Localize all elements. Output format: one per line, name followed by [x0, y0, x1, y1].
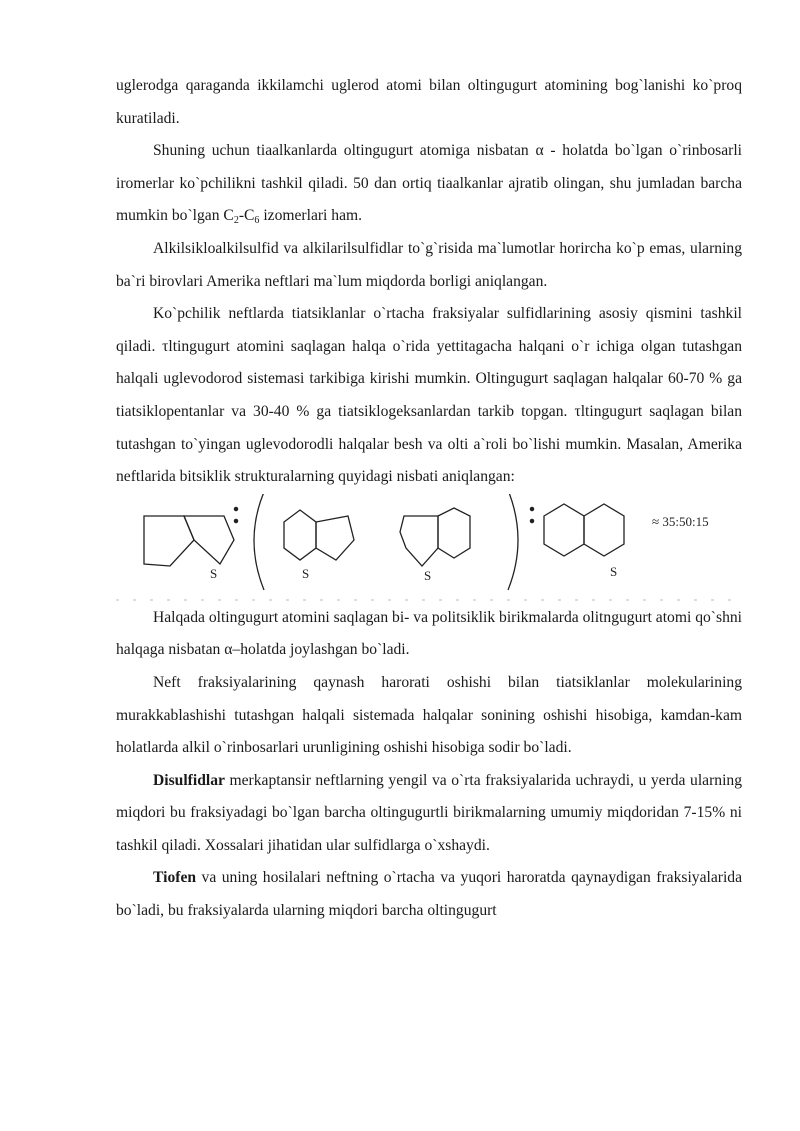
paragraph-3: Alkilsikloalkilsulfid va alkilarilsulfidlar to`g`risida ma`lumotlar horircha ko`p emas, ularning ba`ri birovlari Amerika neftlari ma`lum miqdorda borligi aniqlangan. [116, 239, 742, 290]
paragraph-2-mid: -C [238, 207, 255, 225]
subscript-2: 2 [233, 215, 239, 227]
ring-thiane-4 [584, 504, 624, 556]
sulfur-label-2: S [302, 565, 310, 581]
paragraph-6: Neft fraksiyalarining qaynash harorati oshishi bilan tiatsiklanlar molekularining murakkablashishi tutashgan halqali sistemada halqalar sonining oshishi hisobiga, kamdan-kam holatlarda alkil o`rinbosarlari urunligining oshishi hisobiga sodir bo`ladi. [116, 673, 742, 757]
structures-drawing [116, 494, 742, 602]
document-page [116, 70, 742, 928]
subscript-6: 6 [254, 215, 260, 227]
paragraph-2-end: izomerlari ham. [259, 207, 363, 225]
paragraph-7-text: merkaptansir neftlarning yengil va o`rta fraksiyalarida uchraydi, u yerda ularning miqdori bu fraksiyadagi bo`lgan barcha oltingugurtli birikmalarning umumiy miqdoridan 7-15% ni tashkil qiladi. Xossalari jihatidan ular sulfidlarga o`xshaydi. [116, 771, 742, 854]
sulfur-label-3: S [424, 567, 432, 583]
sulfur-label-1: S [210, 565, 218, 581]
right-parenthesis [508, 494, 518, 590]
term-disulfidlar: Disulfidlar [153, 771, 225, 789]
ring-cyclopentane-2 [316, 516, 354, 560]
ring-cyclohexane-4 [544, 504, 584, 556]
ring-thiane-2 [284, 510, 316, 560]
paragraph-2 [116, 135, 742, 233]
left-parenthesis [254, 494, 264, 590]
term-tiofen: Tiofen [153, 869, 197, 887]
ring-cyclohexane-3 [438, 508, 470, 558]
sulfur-label-4: S [610, 563, 618, 579]
paragraph-8 [116, 862, 742, 927]
ring-thiolane-1 [184, 516, 234, 564]
bicyclic-structures-figure [116, 494, 742, 602]
paragraph-8-text: va uning hosilalari neftning o`rtacha va yuqori haroratda qaynaydigan fraksiyalarida bo`ladi, bu fraksiyalarda ularning miqdori barcha oltingugurt [116, 869, 742, 920]
paragraph-1: uglerodga qaraganda ikkilamchi uglerod atomi bilan oltingugurt atomining bog`lanishi ko`proq kuratiladi. [116, 77, 742, 127]
paragraph-2-text: Shuning uchun tiaalkanlarda oltingugurt atomiga nisbatan α - holatda bo`lgan o`rinbosarli iromerlar ko`pchilikni tashkil qiladi. 50 dan ortiq tiaalkanlar ajratib olingan, shu jumladan barcha mumkin bo`lgan C [116, 142, 742, 225]
ring-thiolane-3 [400, 516, 438, 566]
paragraph-4: Ko`pchilik neftlarda tiatsiklanlar o`rtacha fraksiyalar sulfidlarining asosiy qismini tashkil qiladi. τltingugurt atomini saqlagan halqa o`rida yettitagacha halqani o`r ichiga olgan tutashgan halqali uglevodorod sistemasi tarkibiga kirishi mumkin. Oltingugurt saqlagan halqalar 60-70 % ga tiatsiklopentanlar va 30-40 % ga tiatsiklogeksanlardan tarkib topgan. τltingugurt saqlagan bilan tutashgan to`yingan uglevodorodli halqalar besh va olti a`roli bo`lishi mumkin. Masalan, Amerika neftlarida bitsiklik strukturalarning quyidagi nisbati aniqlangan: [116, 305, 742, 486]
paragraph-5: Halqada oltingugurt atomini saqlagan bi- va politsiklik birikmalarda olitngugurt atomi qo`shni halqaga nisbatan α–holatda joylashgan bo`ladi. [116, 608, 742, 659]
ratio-label: ≈ 35:50:15 [652, 513, 709, 529]
paragraph-7 [116, 765, 742, 863]
